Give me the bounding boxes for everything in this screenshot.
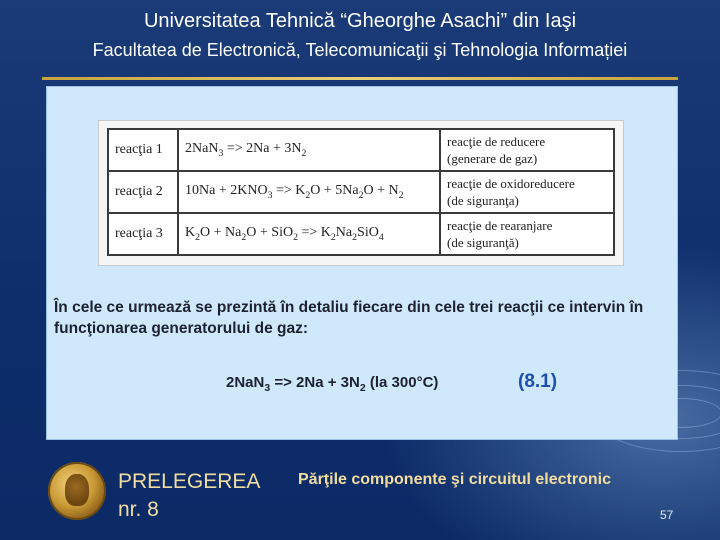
intro-paragraph: În cele ce urmează se prezintă în detaliu fiecare din cele trei reacţii ce intervin în funcţionarea generatorului de gaz:	[54, 299, 644, 337]
table-row	[108, 213, 614, 255]
reaction-role: (generare de gaz)	[447, 151, 538, 166]
reaction-name: reacţia 3	[108, 213, 178, 255]
table-row	[108, 171, 614, 213]
page-number: 57	[660, 508, 674, 522]
portrait-relief	[65, 474, 89, 506]
reaction-equation: $K_2O + Na_2O + SiO_2 => K_2Na_2SiO_4$	[178, 213, 440, 255]
reaction-type: reacţie de reducere	[447, 134, 546, 149]
reaction-equation: $2NaN_3 => 2Na + 3N_2$	[178, 129, 440, 171]
reaction-name: reacţia 2	[108, 171, 178, 213]
header-divider	[42, 77, 678, 80]
table-row	[108, 129, 614, 171]
reactions-table	[107, 128, 615, 256]
reaction-role: (de siguranţă)	[447, 235, 519, 250]
lecture-number: nr. 8	[118, 498, 159, 521]
reaction-equation: $10Na + 2KNO_3 => K_2O + 5Na_2O + N_2$	[178, 171, 440, 213]
lecture-subtitle: Părţile componente şi circuitul electronic	[298, 471, 611, 488]
university-title: Universitatea Tehnică “Gheorghe Asachi” din Iaşi	[143, 10, 577, 32]
main-equation: $2NaN_3 => 2Na + 3N_2$ (la 300°C)	[226, 374, 439, 394]
faculty-title: Facultatea de Electronică, Telecomunicaţii şi Tehnologia Informației	[92, 40, 628, 60]
reaction-description	[440, 129, 614, 171]
reaction-name: reacţia 1	[108, 129, 178, 171]
reactions-table-image	[98, 120, 624, 266]
medal-icon	[48, 462, 106, 520]
reaction-type: reacţie de rearanjare	[447, 218, 553, 233]
reaction-description	[440, 213, 614, 255]
lecture-label	[118, 468, 260, 524]
equation-number: (8.1)	[518, 371, 558, 392]
reaction-type: reacţie de oxidoreducere	[447, 176, 575, 191]
reaction-description	[440, 171, 614, 213]
reaction-role: (de siguranţa)	[447, 193, 519, 208]
lecture-title: PRELEGEREA	[118, 470, 261, 493]
